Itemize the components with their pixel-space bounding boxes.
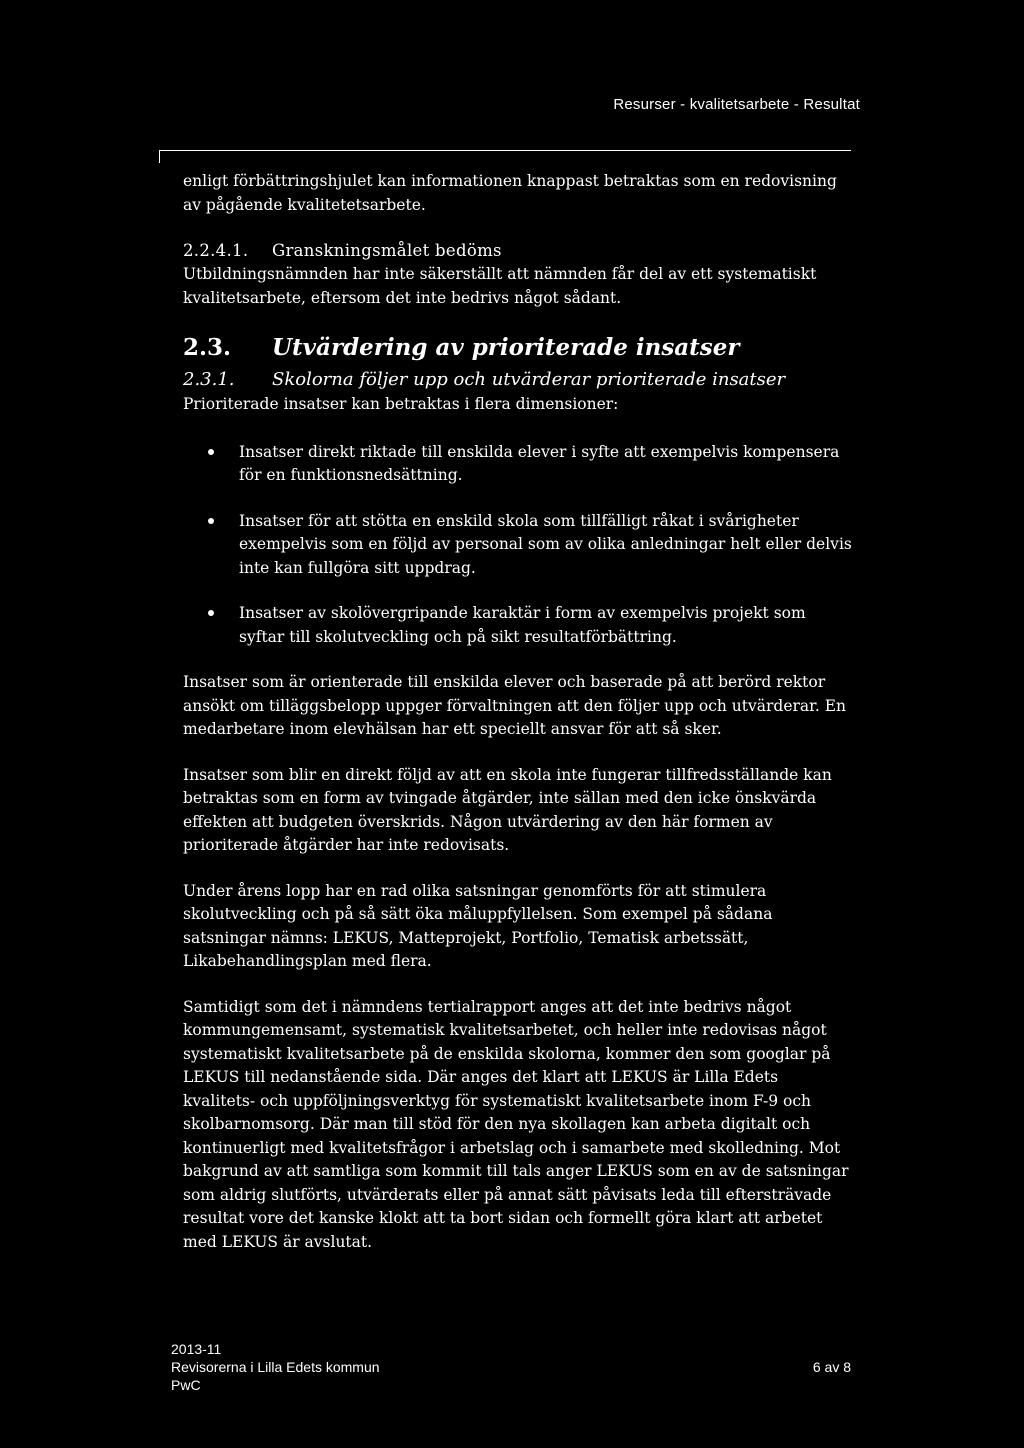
- heading-23-title: Utvärdering av prioriterade insatser: [272, 334, 740, 361]
- page-footer: [171, 1340, 851, 1394]
- heading-2241-number: 2.2.4.1.: [183, 241, 249, 260]
- running-header: Resurser - kvalitetsarbete - Resultat: [613, 96, 860, 113]
- list-item: [183, 602, 853, 649]
- heading-231: [183, 367, 853, 393]
- list-item-text: Insatser för att stötta en enskild skola som tillfälligt råkat i svårigheter exempelvis som en följd av personal som av olika anledningar helt eller delvis inte kan fullgöra sitt uppdrag.: [239, 511, 852, 577]
- header-rule: [159, 150, 851, 151]
- heading-231-number: 2.3.1.: [183, 369, 235, 390]
- paragraph-2241: Utbildningsnämnden har inte säkerställt att nämnden får del av ett systematiskt kvalitetsarbete, eftersom det inte bedrivs något sådant.: [183, 265, 817, 307]
- body-paragraph: Insatser som är orienterade till enskilda elever och baserade på att berörd rektor ansökt om tilläggsbelopp uppger förvaltningen att den följer upp och utvärderar. En medarbetare inom elevhälsan har ett speciellt ansvar för att så sker.: [183, 673, 847, 738]
- list-item: [183, 510, 853, 581]
- bullet-list: [183, 441, 853, 650]
- heading-23: [183, 333, 853, 363]
- heading-23-number: 2.3.: [183, 334, 232, 361]
- header-rule-tick: [159, 150, 160, 163]
- heading-231-title: Skolorna följer upp och utvärderar prioriterade insatser: [272, 369, 786, 390]
- list-item-text: Insatser direkt riktade till enskilda elever i syfte att exempelvis kompensera för en funktionsnedsättning.: [239, 442, 840, 484]
- heading-2241: [183, 239, 853, 263]
- list-item: [183, 441, 853, 488]
- body-paragraph: Insatser som blir en direkt följd av att en skola inte fungerar tillfredsställande kan betraktas som en form av tvingade åtgärder, inte sällan med den icke önskvärda effekten att budgeten överskrids. Någon utvärdering av den här formen av prioriterade åtgärder har inte redovisats.: [183, 765, 832, 854]
- footer-organization: Revisorerna i Lilla Edets kommun: [171, 1359, 380, 1375]
- body-paragraph: Samtidigt som det i nämndens tertialrapport anges att det inte bedrivs något kommungemensamt, systematisk kvalitetsarbetet, och heller inte redovisas något systematiskt kvalitetsarbete på de enskilda skolorna, kommer den som googlar på LEKUS till nedanstående sida. Där anges det klart att LEKUS är Lilla Edets kvalitets- och uppföljningsverktyg för systematiskt kvalitetsarbete inom F-9 och skolbarnomsorg. Där man till stöd för den nya skollagen kan arbeta digitalt och kontinuerligt med kvalitetsfrågor i arbetslag och i samarbete med skolledning. Mot bakgrund av att samtliga som kommit till tals anger LEKUS som en av de satsningar som aldrig slutförts, utvärderats eller på annat sätt påvisats leda till eftersträvade resultat vore det kanske klokt att ta bort sidan och formellt göra klart att arbetet med LEKUS är avslutat.: [183, 997, 849, 1251]
- page-content: [183, 170, 853, 1276]
- intro-paragraph: enligt förbättringshjulet kan informationen knappast betraktas som en redovisning av pågående kvalitetetsarbete.: [183, 172, 837, 214]
- footer-date: 2013-11: [171, 1341, 222, 1357]
- heading-2241-title: Granskningsmålet bedöms: [272, 241, 502, 260]
- page-number: 6 av 8: [812, 1359, 851, 1375]
- bullet-icon: [208, 449, 214, 455]
- body-paragraph: Under årens lopp har en rad olika satsningar genomförts för att stimulera skolutveckling och på så sätt öka måluppfyllelsen. Som exempel på sådana satsningar nämns: LEKUS, Matteprojekt, Portfolio, Tematisk arbetssätt, Likabehandlingsplan med flera.: [183, 881, 773, 970]
- lead-paragraph: Prioriterade insatser kan betraktas i flera dimensioner:: [183, 395, 619, 413]
- footer-firm: PwC: [171, 1377, 201, 1393]
- bullet-icon: [208, 518, 214, 524]
- bullet-icon: [208, 610, 214, 616]
- list-item-text: Insatser av skolövergripande karaktär i form av exempelvis projekt som syftar till skolutveckling och på sikt resultatförbättring.: [239, 604, 806, 646]
